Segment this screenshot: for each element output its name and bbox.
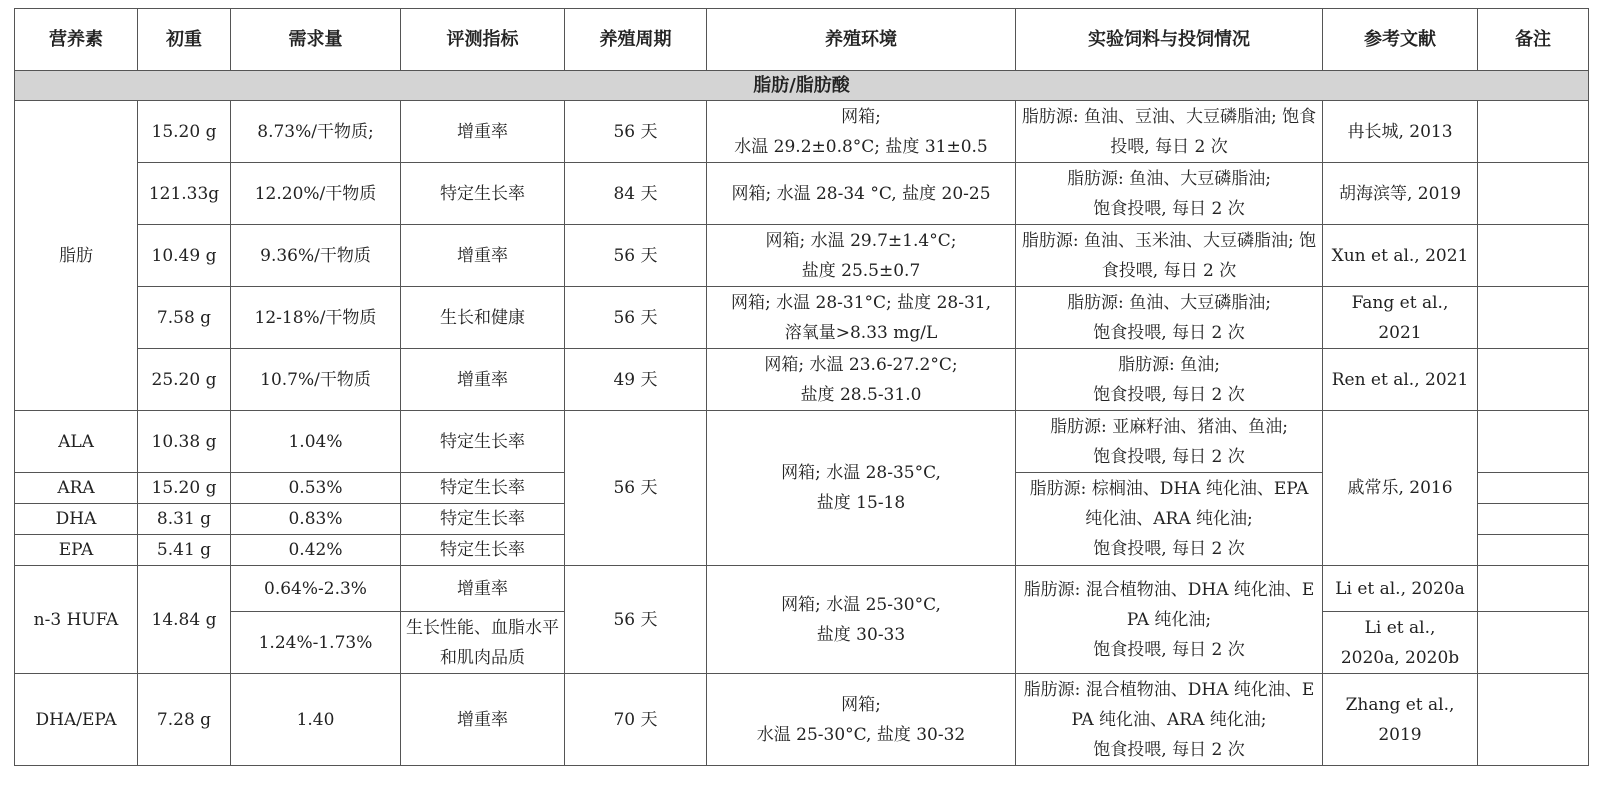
environment-cell: 网箱; 水温 25-30°C, 盐度 30-32	[707, 674, 1016, 766]
header-nutrient: 营养素	[15, 9, 138, 71]
remarks-cell	[1478, 163, 1589, 225]
nutrient-cell: DHA/EPA	[15, 674, 138, 766]
nutrient-cell: n-3 HUFA	[15, 566, 138, 674]
table-row	[15, 674, 1589, 766]
remarks-cell	[1478, 349, 1589, 411]
environment-cell: 网箱; 水温 25-30°C, 盐度 30-33	[707, 566, 1016, 674]
requirement-cell: 1.04%	[231, 411, 401, 473]
environment-cell: 网箱; 水温 28-35°C, 盐度 15-18	[707, 411, 1016, 566]
header-feed: 实验饲料与投饲情况	[1016, 9, 1323, 71]
weight-cell: 5.41 g	[138, 535, 231, 566]
nutrient-cell: ARA	[15, 473, 138, 504]
metric-cell: 生长性能、血脂水平和肌肉品质	[401, 612, 565, 674]
metric-cell: 增重率	[401, 349, 565, 411]
period-cell: 49 天	[565, 349, 707, 411]
weight-cell: 121.33g	[138, 163, 231, 225]
metric-cell: 增重率	[401, 101, 565, 163]
nutrient-requirement-table	[14, 8, 1589, 766]
feed-cell: 脂肪源: 混合植物油、DHA 纯化油、EPA 纯化油; 饱食投喂, 每日 2 次	[1016, 566, 1323, 674]
nutrient-cell: EPA	[15, 535, 138, 566]
metric-cell: 特定生长率	[401, 411, 565, 473]
table-row	[15, 349, 1589, 411]
requirement-cell: 1.24%-1.73%	[231, 612, 401, 674]
environment-cell: 网箱; 水温 28-31°C; 盐度 28-31, 溶氧量>8.33 mg/L	[707, 287, 1016, 349]
feed-cell: 脂肪源: 鱼油、豆油、大豆磷脂油; 饱食投喂, 每日 2 次	[1016, 101, 1323, 163]
period-cell: 70 天	[565, 674, 707, 766]
requirement-cell: 9.36%/干物质	[231, 225, 401, 287]
feed-cell: 脂肪源: 鱼油; 饱食投喂, 每日 2 次	[1016, 349, 1323, 411]
environment-cell: 网箱; 水温 29.2±0.8°C; 盐度 31±0.5	[707, 101, 1016, 163]
remarks-cell	[1478, 473, 1589, 504]
period-cell: 84 天	[565, 163, 707, 225]
requirement-cell: 12-18%/干物质	[231, 287, 401, 349]
metric-cell: 特定生长率	[401, 535, 565, 566]
feed-cell: 脂肪源: 亚麻籽油、猪油、鱼油; 饱食投喂, 每日 2 次	[1016, 411, 1323, 473]
requirement-cell: 10.7%/干物质	[231, 349, 401, 411]
period-cell: 56 天	[565, 101, 707, 163]
section-row	[15, 71, 1589, 101]
requirement-cell: 0.64%-2.3%	[231, 566, 401, 612]
nutrient-cell: ALA	[15, 411, 138, 473]
remarks-cell	[1478, 225, 1589, 287]
requirement-cell: 12.20%/干物质	[231, 163, 401, 225]
nutrient-cell: DHA	[15, 504, 138, 535]
remarks-cell	[1478, 101, 1589, 163]
reference-cell: 戚常乐, 2016	[1323, 411, 1478, 566]
reference-cell: 胡海滨等, 2019	[1323, 163, 1478, 225]
period-cell: 56 天	[565, 225, 707, 287]
weight-cell: 8.31 g	[138, 504, 231, 535]
period-cell: 56 天	[565, 566, 707, 674]
period-cell: 56 天	[565, 287, 707, 349]
header-environment: 养殖环境	[707, 9, 1016, 71]
metric-cell: 增重率	[401, 225, 565, 287]
environment-cell: 网箱; 水温 28-34 °C, 盐度 20-25	[707, 163, 1016, 225]
weight-cell: 10.38 g	[138, 411, 231, 473]
feed-cell: 脂肪源: 鱼油、大豆磷脂油; 饱食投喂, 每日 2 次	[1016, 163, 1323, 225]
header-remarks: 备注	[1478, 9, 1589, 71]
requirement-cell: 8.73%/干物质;	[231, 101, 401, 163]
remarks-cell	[1478, 566, 1589, 612]
remarks-cell	[1478, 612, 1589, 674]
feed-cell: 脂肪源: 鱼油、玉米油、大豆磷脂油; 饱食投喂, 每日 2 次	[1016, 225, 1323, 287]
section-title: 脂肪/脂肪酸	[15, 71, 1589, 101]
table-row	[15, 411, 1589, 473]
header-requirement: 需求量	[231, 9, 401, 71]
header-initial-weight: 初重	[138, 9, 231, 71]
reference-cell: Ren et al., 2021	[1323, 349, 1478, 411]
reference-cell: Li et al., 2020a	[1323, 566, 1478, 612]
metric-cell: 特定生长率	[401, 504, 565, 535]
table-row	[15, 163, 1589, 225]
weight-cell: 15.20 g	[138, 473, 231, 504]
metric-cell: 特定生长率	[401, 163, 565, 225]
metric-cell: 增重率	[401, 566, 565, 612]
reference-cell: Fang et al., 2021	[1323, 287, 1478, 349]
weight-cell: 14.84 g	[138, 566, 231, 674]
remarks-cell	[1478, 674, 1589, 766]
environment-cell: 网箱; 水温 29.7±1.4°C; 盐度 25.5±0.7	[707, 225, 1016, 287]
reference-cell: 冉长城, 2013	[1323, 101, 1478, 163]
feed-cell: 脂肪源: 棕榈油、DHA 纯化油、EPA 纯化油、ARA 纯化油; 饱食投喂, 每日 2 次	[1016, 473, 1323, 566]
table-row	[15, 287, 1589, 349]
table-row	[15, 101, 1589, 163]
remarks-cell	[1478, 411, 1589, 473]
environment-cell: 网箱; 水温 23.6-27.2°C; 盐度 28.5-31.0	[707, 349, 1016, 411]
remarks-cell	[1478, 535, 1589, 566]
requirement-cell: 1.40	[231, 674, 401, 766]
remarks-cell	[1478, 287, 1589, 349]
header-reference: 参考文献	[1323, 9, 1478, 71]
header-metric: 评测指标	[401, 9, 565, 71]
requirement-cell: 0.42%	[231, 535, 401, 566]
reference-cell: Zhang et al., 2019	[1323, 674, 1478, 766]
metric-cell: 生长和健康	[401, 287, 565, 349]
reference-cell: Xun et al., 2021	[1323, 225, 1478, 287]
weight-cell: 7.58 g	[138, 287, 231, 349]
requirement-cell: 0.53%	[231, 473, 401, 504]
weight-cell: 15.20 g	[138, 101, 231, 163]
feed-cell: 脂肪源: 鱼油、大豆磷脂油; 饱食投喂, 每日 2 次	[1016, 287, 1323, 349]
feed-cell: 脂肪源: 混合植物油、DHA 纯化油、EPA 纯化油、ARA 纯化油; 饱食投喂, 每日 2 次	[1016, 674, 1323, 766]
remarks-cell	[1478, 504, 1589, 535]
weight-cell: 7.28 g	[138, 674, 231, 766]
table-row	[15, 566, 1589, 612]
table-row	[15, 225, 1589, 287]
header-period: 养殖周期	[565, 9, 707, 71]
header-row	[15, 9, 1589, 71]
reference-cell: Li et al., 2020a, 2020b	[1323, 612, 1478, 674]
metric-cell: 特定生长率	[401, 473, 565, 504]
period-cell: 56 天	[565, 411, 707, 566]
weight-cell: 25.20 g	[138, 349, 231, 411]
metric-cell: 增重率	[401, 674, 565, 766]
weight-cell: 10.49 g	[138, 225, 231, 287]
requirement-cell: 0.83%	[231, 504, 401, 535]
nutrient-cell: 脂肪	[15, 101, 138, 411]
